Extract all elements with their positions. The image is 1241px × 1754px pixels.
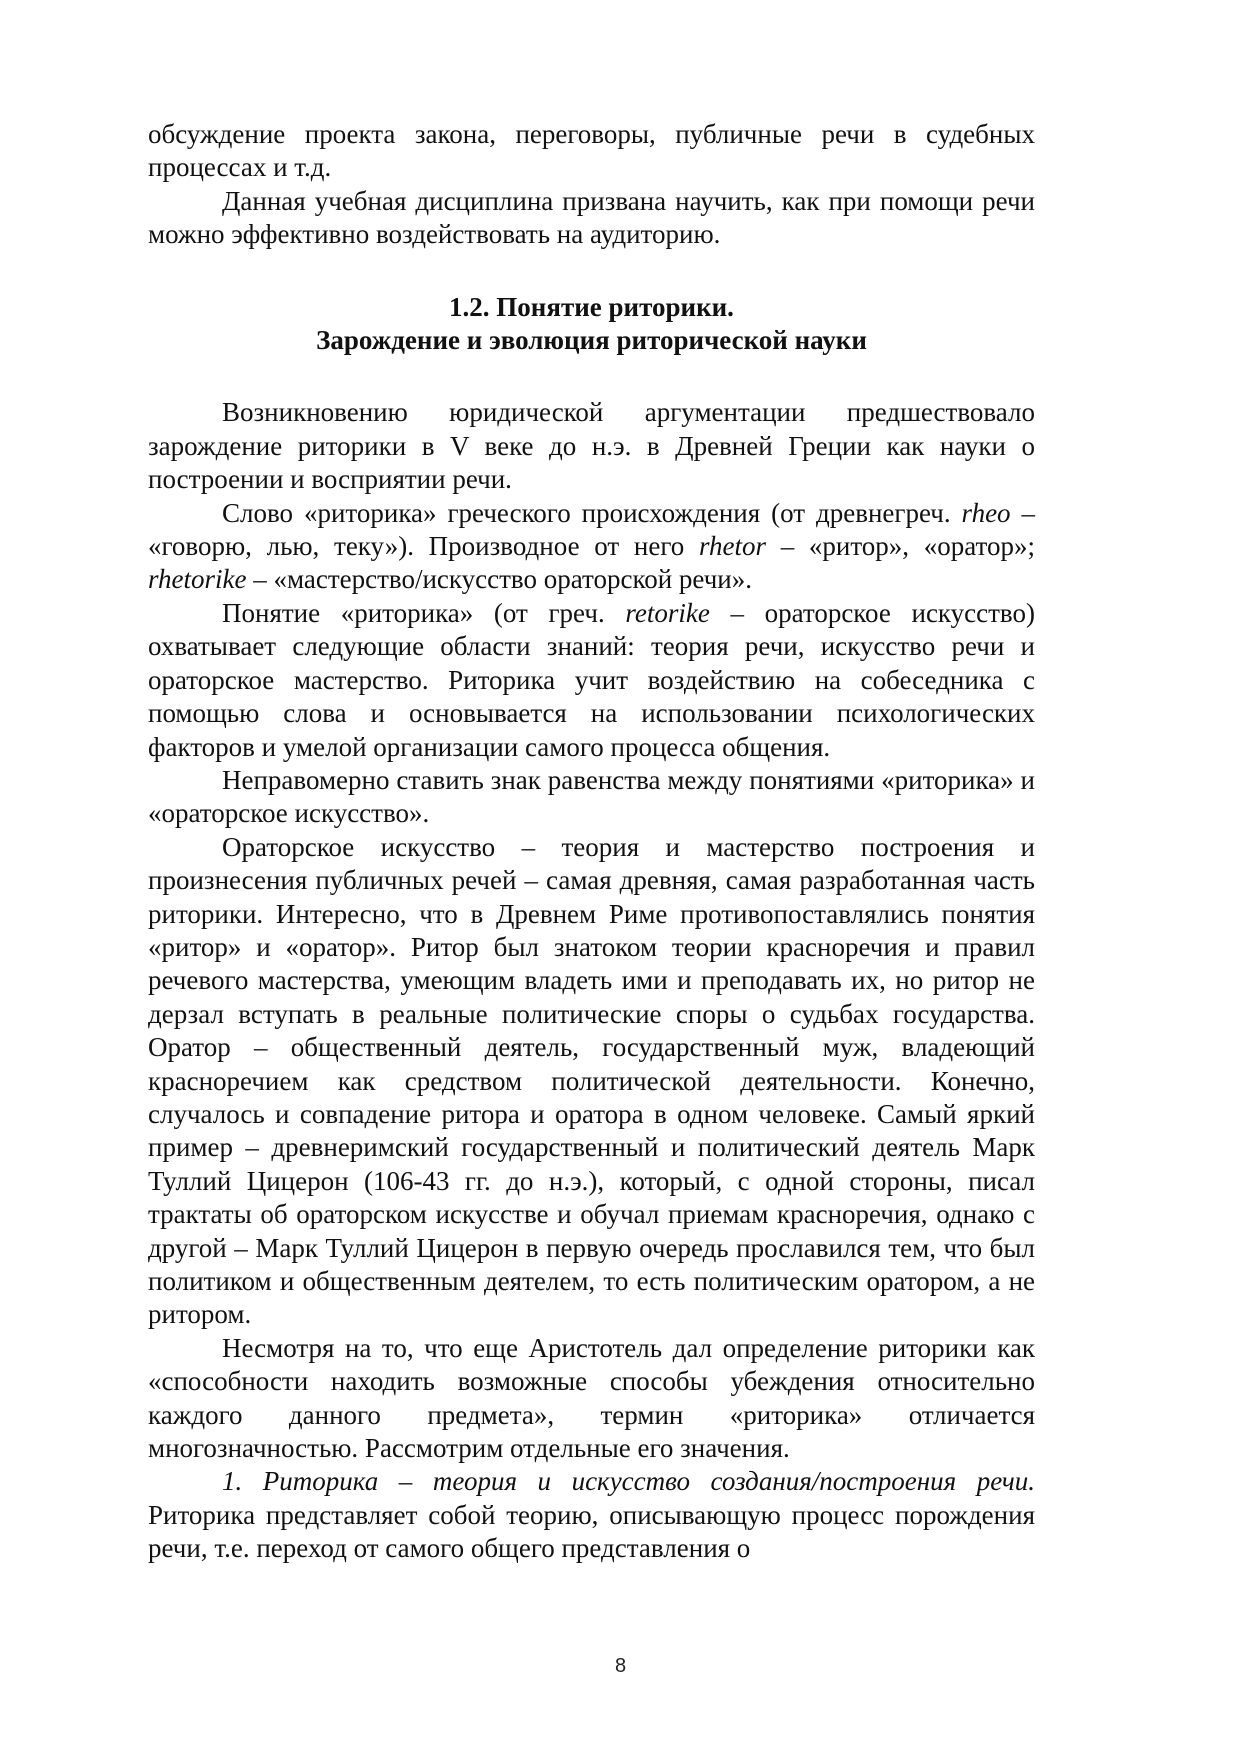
- paragraph-word-etymology: Слово «риторика» греческого происхождения (от древнегреч. rheo – «говорю, лью, теку»). Производное от него rhetor – «ритор», «оратор»; rhetorike – «мастерство/искусство ораторской речи».: [148, 497, 1036, 595]
- term-rhetorike: rhetorike: [148, 564, 247, 595]
- body-text: [148, 118, 1035, 1566]
- section-heading: [148, 291, 1035, 358]
- paragraph-discipline-purpose: Данная учебная дисциплина призвана научить, как при помощи речи можно эффективно воздействовать на аудиторию.: [148, 185, 1035, 250]
- term-rhetor: rhetor: [698, 531, 766, 562]
- paragraph-not-equal: Неправомерно ставить знак равенства между понятиями «риторика» и «ораторское искусство».: [148, 764, 1035, 829]
- paragraph-rhetoric-origin: Возникновению юридической аргументации предшествовало зарождение риторики в V веке до н.э. в Древней Греции как науки о построении и восприятии речи.: [148, 397, 1035, 495]
- meaning-1-title: 1. Риторика – теория и искусство создания/построения речи.: [222, 1466, 1035, 1497]
- term-rheo: rheo: [961, 497, 1011, 528]
- paragraph-continuation: обсуждение проекта закона, переговоры, публичные речи в судебных процессах и т.д.: [148, 119, 1035, 183]
- paragraph-concept: Понятие «риторика» (от греч. retorike – ораторское искусство) охватывает следующие области знаний: теория речи, искусство речи и ораторское мастерство. Риторика учит воздействию на собеседника с помощью слова и основывается на использовании психологических факторов и умелой организации самого процесса общения.: [148, 597, 1035, 762]
- section-heading-line-1: 1.2. Понятие риторики.: [449, 291, 734, 322]
- page-number: 8: [614, 1655, 627, 1677]
- paragraph-oratory: Ораторское искусство – теория и мастерство построения и произнесения публичных речей – самая древняя, самая разработанная часть риторики. Интересно, что в Древнем Риме противопоставлялись понятия «ритор» и «оратор». Ритор был знатоком теории красноречия и правил речевого мастерства, умеющим владеть ими и преподавать их, но ритор не дерзал вступать в реальные политические споры о судьбах государства. Оратор – общественный деятель, государственный муж, владеющий красноречием как средством политической деятельности. Конечно, случалось и совпадение ритора и оратора в одном человеке. Самый яркий пример – древнеримский государственный и политический деятель Марк Туллий Цицерон (106-43 гг. до н.э.), который, с одной стороны, писал трактаты об ораторском искусстве и обучал приемам красноречия, однако с другой – Марк Туллий Цицерон в первую очередь прославился тем, что был политиком и общественным деятелем, то есть политическим оратором, а не ритором.: [148, 831, 1035, 1330]
- term-retorike: retorike: [625, 597, 710, 628]
- paragraph-meaning-1: 1. Риторика – теория и искусство создания/построения речи. Риторика представляет собой теорию, описывающую процесс порождения речи, т.е. переход от самого общего представления о: [148, 1466, 1035, 1564]
- paragraph-aristotle: Несмотря на то, что еще Аристотель дал определение риторики как «способности находить возможные способы убеждения относительно каждого данного предмета», термин «риторика» отличается многозначностью. Рассмотрим отдельные его значения.: [148, 1332, 1035, 1464]
- section-heading-line-2: Зарождение и эволюция риторической науки: [316, 325, 867, 356]
